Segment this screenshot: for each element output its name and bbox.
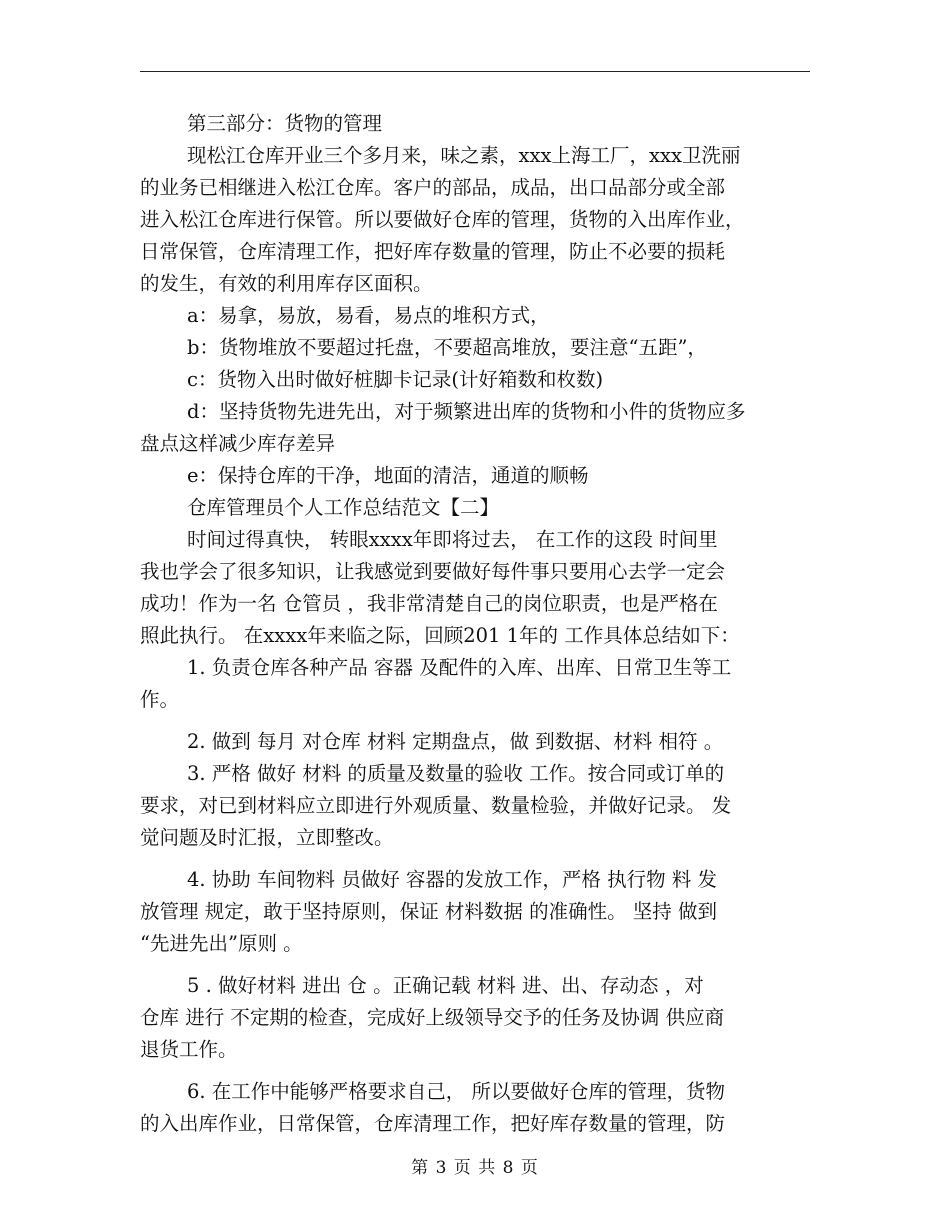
text-line: 盘点这样减少库存差异 [140,432,336,455]
text-line: 日常保管，仓库清理工作，把好库存数量的管理，防止不必要的损耗 [140,240,726,263]
text-line: d：坚持货物先进先出，对于频繁进出库的货物和小件的货物应多 [187,400,746,423]
text-line: 仓库 进行 不定期的检查，完成好上级领导交予的任务及协调 供应商 [140,1006,725,1029]
text-line: 进入松江仓库进行保管。所以要做好仓库的管理，货物的入出库作业， [140,208,745,231]
header-rule [140,71,810,72]
text-line: “先进先出”原则 。 [140,932,303,955]
text-line: a：易拿，易放，易看，易点的堆积方式， [187,304,550,327]
text-line: 5 . 做好材料 进出 仓 。正确记载 材料 进、出、存动态 ，对 [187,974,704,997]
page-footer: 第 3 页 共 8 页 [411,1158,539,1178]
text-line: 现松江仓库开业三个多月来，味之素，xxx上海工厂，xxx卫洗丽 [187,144,741,167]
paragraph-gap [140,716,810,726]
text-line: 的入出库作业，日常保管，仓库清理工作，把好库存数量的管理，防 [140,1112,726,1135]
text-line: 2. 做到 每月 对仓库 材料 定期盘点，做 到数据、材料 相符 。 [187,730,724,753]
text-line: 成功！作为一名 仓管员 ，我非常清楚自己的岗位职责，也是严格在 [140,592,718,615]
text-line: 要求，对已到材料应立即进行外观质量、数量检验，并做好记录。 发 [140,794,732,817]
text-line: 照此执行。 在xxxx年来临之际，回顾201 1年的 工作具体总结如下： [140,624,740,647]
text-line: 觉问题及时汇报，立即整改。 [140,826,394,849]
text-line: 作。 [140,688,180,711]
text-line: 6. 在工作中能够严格要求自己， 所以要做好仓库的管理，货物 [187,1080,726,1103]
text-line: 1. 负责仓库各种产品 容器 及配件的入库、出库、日常卫生等工 [187,656,732,679]
paragraph-gap [140,1066,810,1076]
text-line: 的业务已相继进入松江仓库。客户的部品，成品，出口品部分或全部 [140,176,726,199]
text-line: b：货物堆放不要超过托盘，不要超高堆放，要注意“五距”， [187,336,707,359]
paragraph-gap [140,960,810,970]
text-line: 4. 协助 车间物料 员做好 容器的发放工作，严格 执行物 料 发 [187,868,717,891]
document-body [140,108,810,1140]
text-line: c：货物入出时做好桩脚卡记录(计好箱数和枚数) [187,368,604,391]
text-line: e：保持仓库的干净，地面的清洁，通道的顺畅 [187,464,589,487]
text-line: 时间过得真快， 转眼xxxx年即将过去， 在工作的这段 时间里 [187,528,718,551]
text-line: 退货工作。 [140,1038,238,1061]
text-line: 的发生，有效的利用库存区面积。 [140,272,433,295]
text-line: 3. 严格 做好 材料 的质量及数量的验收 工作。按合同或订单的 [187,762,725,785]
text-line: 我也学会了很多知识，让我感觉到要做好每件事只要用心去学一定会 [140,560,726,583]
text-line: 放管理 规定，敢于坚持原则，保证 材料数据 的准确性。 坚持 做到 [140,900,717,923]
paragraph-gap [140,854,810,864]
text-line: 第三部分：货物的管理 [187,112,383,135]
text-line: 仓库管理员个人工作总结范文【二】 [187,496,500,519]
